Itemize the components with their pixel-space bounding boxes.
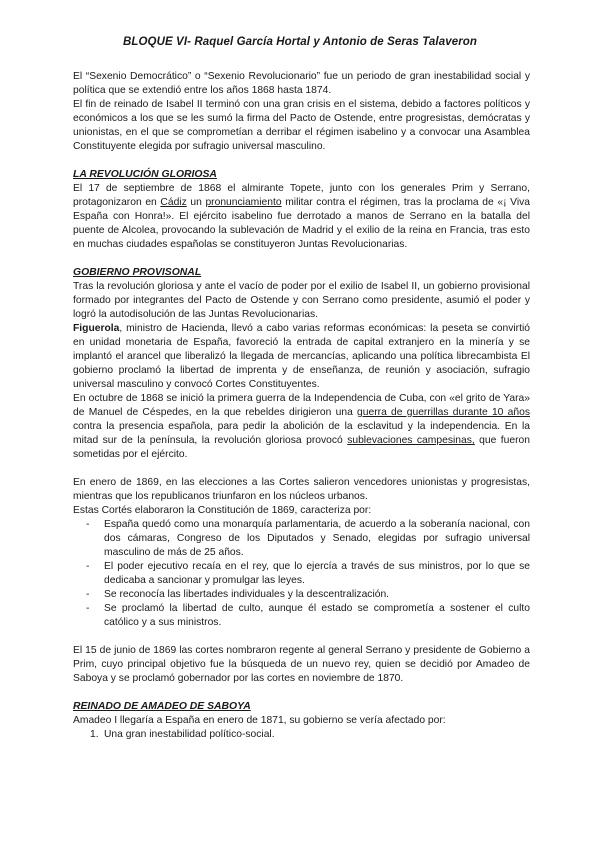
cuba-paragraph — [73, 392, 530, 462]
list-item — [90, 728, 530, 742]
revolucion-text-1: El 17 de septiembre de 1868 el almirante Topete, junto con los generales Prim y Serrano, protagonizaron en — [73, 183, 530, 208]
figuerola-paragraph — [73, 322, 530, 392]
document-title: BLOQUE VI- Raquel García Hortal y Antonio de Seras Talaveron — [122, 36, 478, 48]
list-item: - España quedó como una monarquía parlamentaria, de acuerdo a la soberanía nacional, con dos cámaras, Congreso de los Diputados y Senado, elegidas por sufragio universal masculino de más de 25 años. — [104, 518, 530, 560]
link-sublevaciones-campesinas[interactable]: sublevaciones campesinas, — [347, 435, 475, 446]
constitucion-intro: Estas Cortés elaboraron la Constitución de 1869, caracteriza por: — [73, 505, 372, 516]
figuerola-text: , ministro de Hacienda, llevó a cabo varias reformas económicas: la peseta se convirtió en unidad monetaria de España, favoreció la entrada de capital extranjero en la minería y se implantó el arancel que liberalizó la llegada de mercancías, aplicando una política librecambista El gobierno proclamó la libertad de imprenta y de enseñanza, de reunión y asociación, sufragio universal masculino y convocó Cortes Constituyentes. — [73, 323, 530, 390]
cuba-text-2: contra la presencia española, para pedir la abolición de la esclavitud y la independencia. En la mitad sur de la península, la revolución gloriosa provocó — [73, 421, 530, 446]
gobierno-paragraph-1: Tras la revolución gloriosa y ante el vacío de poder por el exilio de Isabel II, un gobierno provisional formado por integrantes del Pacto de Ostende y con Serrano como presidente, asumió el poder y logró la autodisolución de las Juntas Revolucionarias. — [73, 281, 530, 320]
link-guerra-guerrillas[interactable]: guerra de guerrillas durante 10 años — [357, 407, 530, 418]
heading-reinado-amadeo: REINADO DE AMADEO DE SABOYA — [73, 701, 251, 712]
revolucion-text-2: un — [186, 197, 206, 208]
list-item: - Se reconocía las libertades individuales y la descentralización. — [104, 588, 530, 602]
elecciones-paragraph: En enero de 1869, en las elecciones a las Cortes salieron vencedores unionistas y progresistas, mientras que los republicanos triunfaron en los núcleos urbanos. — [73, 477, 530, 502]
cuba-text-3: que fueron sometidas por el ejército. — [73, 435, 531, 460]
list-number: 1. — [90, 729, 99, 740]
document-body — [73, 70, 530, 742]
regente-paragraph: El 15 de junio de 1869 las cortes nombraron regente al general Serrano y presidente de Gobierno a Prim, cuyo principal objetivo fue la búsqueda de un nuevo rey, quien se decidió por Amadeo de Saboya y se proclamó gobernador por las cortes en noviembre de 1870. — [73, 645, 530, 684]
revolucion-text-3: militar contra el régimen, tras la proclama de «¡ Viva España con Honra!». El ejército isabelino fue derrotado a manos de Serrano en la batalla del puente de Alcolea, provocando la sublevación de Madrid y el exilio de la reina en Francia, tras esto en muchas ciudades españolas se constituyeron Juntas Revolucionarias. — [73, 197, 530, 250]
list-item: - El poder ejecutivo recaía en el rey, que lo ejercía a través de sus ministros, por lo que se dedicaba a sancionar y promulgar las leyes. — [104, 560, 530, 588]
link-pronunciamiento[interactable]: pronunciamiento — [205, 197, 282, 208]
heading-revolucion-gloriosa: LA REVOLUCIÓN GLORIOSA — [73, 169, 217, 180]
figuerola-name: Figuerola — [73, 323, 120, 334]
list-item: - Se proclamó la libertad de culto, aunque él estado se comprometía a sostener el culto católico y a sus ministros. — [104, 602, 530, 630]
intro-paragraph-2: El fin de reinado de Isabel II terminó con una gran crisis en el sistema, debido a factores políticos y económicos a los que se les sumó la firma del Pacto de Ostende, entre progresistas, demócratas y unionistas, en el que se comprometían a derribar el régimen isabelino y a convocar una Asamblea Constituyente elegida por sufragio universal masculino. — [73, 99, 530, 152]
list-item-text: Una gran inestabilidad político-social. — [104, 729, 275, 740]
amadeo-paragraph: Amadeo I llegaría a España en enero de 1871, su gobierno se vería afectado por: — [73, 715, 446, 726]
intro-paragraph-1: El “Sexenio Democrático” o “Sexenio Revolucionario” fue un periodo de gran inestabilidad social y política que se extendió entre los años 1868 hasta 1874. — [73, 71, 530, 96]
cuba-text-1: En octubre de 1868 se inició la primera guerra de la Independencia de Cuba, con «el grito de Yara» de Manuel de Céspedes, en la que rebeldes dirigieron una — [73, 393, 530, 418]
link-cadiz[interactable]: Cádiz — [160, 197, 187, 208]
heading-gobierno-provisional: GOBIERNO PROVISONAL — [73, 267, 202, 278]
revolucion-paragraph — [73, 182, 530, 252]
amadeo-list — [73, 728, 530, 742]
constitucion-list — [73, 518, 530, 630]
